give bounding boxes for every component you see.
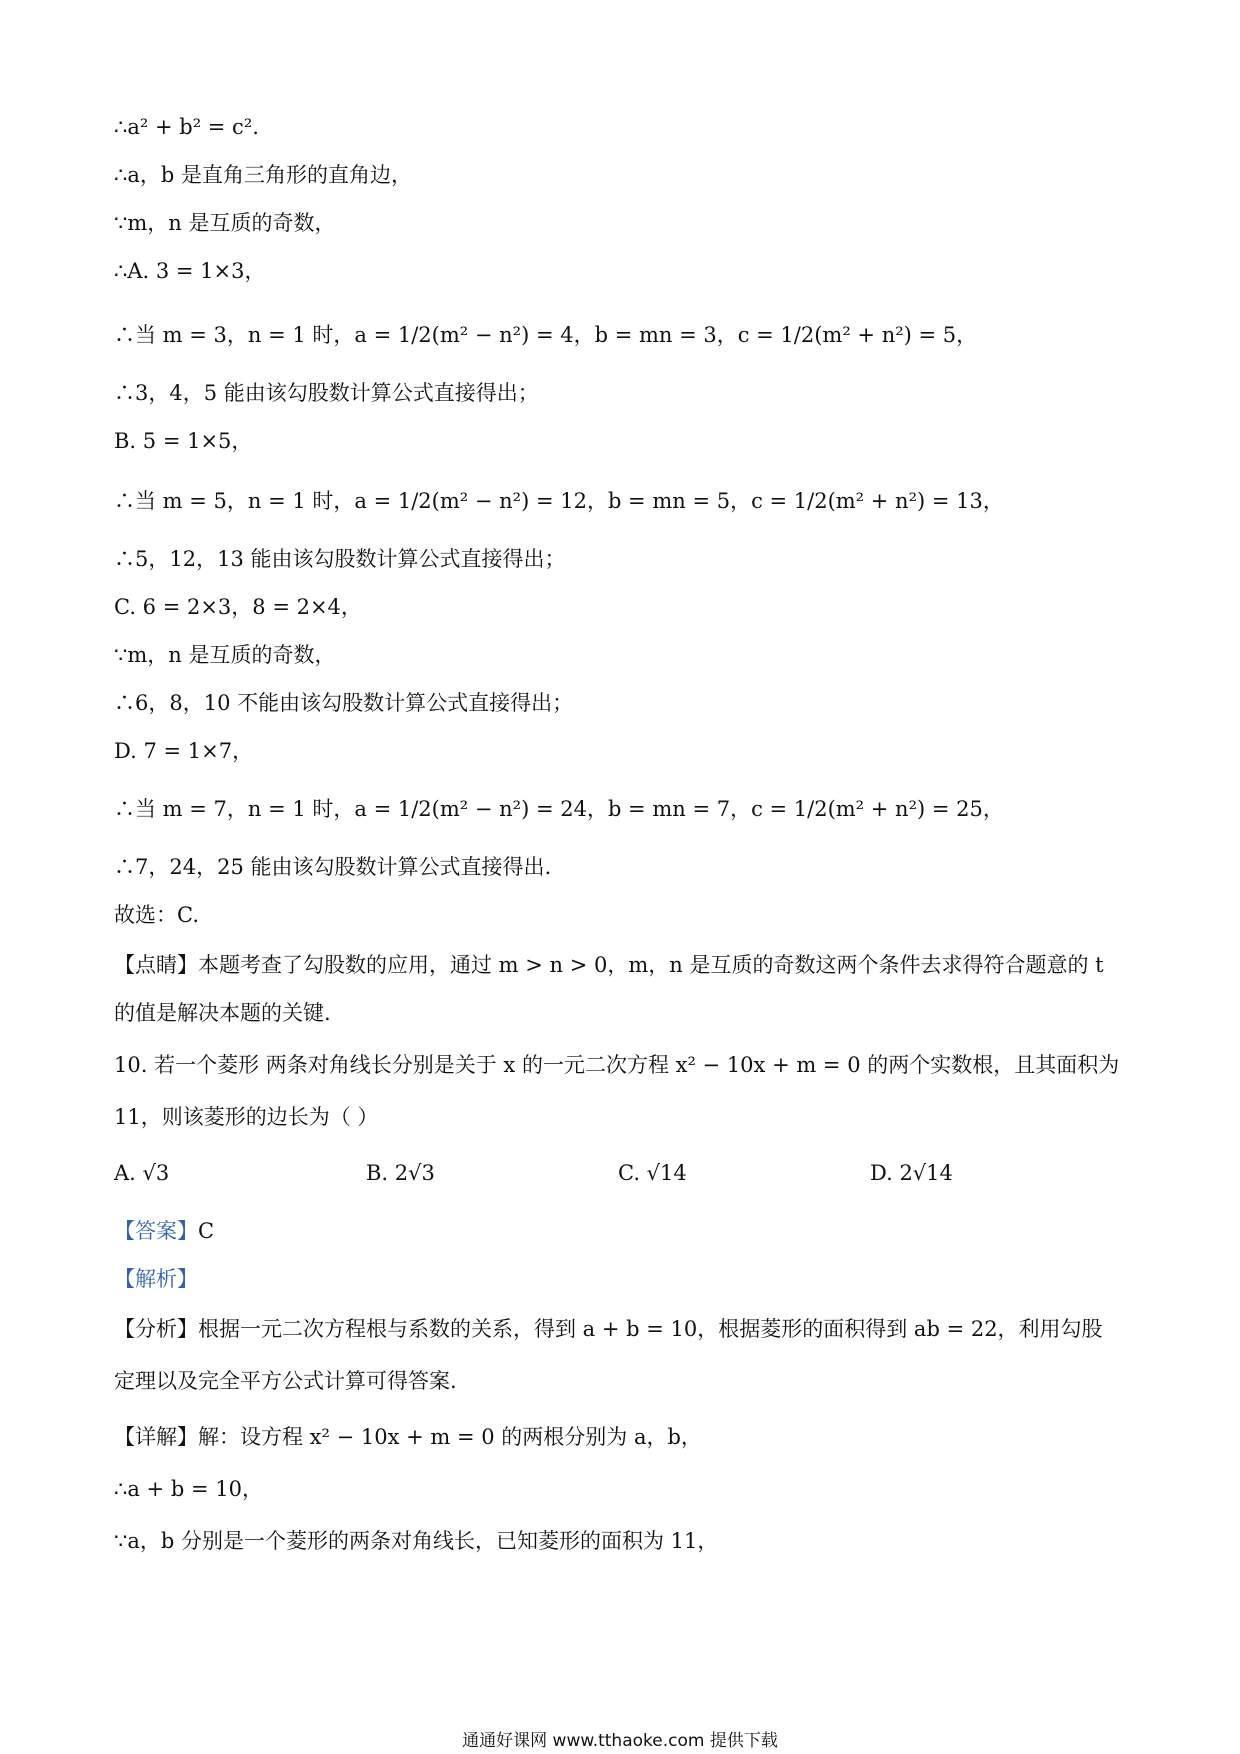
- analysis-text: 根据一元二次方程根与系数的关系，得到 a + b = 10，根据菱形的面积得到 ab = 22，利用勾股: [198, 1317, 1103, 1341]
- detail-line-3: ∵a，b 分别是一个菱形的两条对角线长，已知菱形的面积为 11，: [114, 1529, 719, 1553]
- text-line: ∴5，12，13 能由该勾股数计算公式直接得出；: [114, 547, 566, 571]
- text-line: 故选：C.: [114, 903, 199, 927]
- analysis-heading: 【解析】: [114, 1267, 198, 1291]
- comment-line: [114, 950, 1104, 980]
- detail-line: [114, 1422, 702, 1452]
- question-line-2: 11，则该菱形的边长为（ ）: [114, 1105, 379, 1129]
- answer-label: 【答案】: [114, 1219, 198, 1243]
- answer-value: C: [198, 1219, 215, 1243]
- text-line: ∴A. 3 = 1×3，: [114, 259, 266, 283]
- detail-label: 【详解】: [114, 1425, 198, 1449]
- comment-line-2: 的值是解决本题的关键.: [114, 1001, 331, 1025]
- answer-line: [114, 1216, 214, 1246]
- text-line: ∴a，b 是直角三角形的直角边，: [114, 163, 412, 187]
- text-line: ∴当 m = 7，n = 1 时，a = 1/2(m² − n²) = 24，b = mn = 7，c = 1/2(m² + n²) = 25，: [114, 797, 1004, 821]
- text-line: ∴7，24，25 能由该勾股数计算公式直接得出.: [114, 855, 552, 879]
- text-line: C. 6 = 2×3，8 = 2×4，: [114, 595, 362, 619]
- detail-line-2: ∴a + b = 10，: [114, 1477, 263, 1501]
- option-b: B. 2√3: [366, 1161, 435, 1185]
- text-line: ∴当 m = 3，n = 1 时，a = 1/2(m² − n²) = 4，b = mn = 3，c = 1/2(m² + n²) = 5，: [114, 323, 978, 347]
- comment-label: 【点睛】: [114, 953, 198, 977]
- text-line: ∴6，8，10 不能由该勾股数计算公式直接得出；: [114, 691, 574, 715]
- text-line: D. 7 = 1×7，: [114, 739, 254, 763]
- analysis-line-2: 定理以及完全平方公式计算可得答案.: [114, 1369, 457, 1393]
- option-a: A. √3: [114, 1161, 170, 1185]
- text-line: ∴3，4，5 能由该勾股数计算公式直接得出；: [114, 381, 539, 405]
- analysis-label: 【分析】: [114, 1317, 198, 1341]
- text-line: ∴当 m = 5，n = 1 时，a = 1/2(m² − n²) = 12，b = mn = 5，c = 1/2(m² + n²) = 13，: [114, 489, 1004, 513]
- question-line: 10. 若一个菱形 两条对角线长分别是关于 x 的一元二次方程 x² − 10x + m = 0 的两个实数根，且其面积为: [114, 1053, 1120, 1077]
- text-line: ∵m，n 是互质的奇数，: [114, 211, 336, 235]
- text-line: ∵m，n 是互质的奇数，: [114, 643, 336, 667]
- text-line: ∴a² + b² = c².: [114, 115, 259, 139]
- analysis-line: [114, 1314, 1103, 1344]
- detail-text: 解：设方程 x² − 10x + m = 0 的两根分别为 a，b，: [198, 1425, 702, 1449]
- comment-text: 本题考查了勾股数的应用，通过 m > n > 0，m，n 是互质的奇数这两个条件去求得符合题意的 t: [198, 953, 1104, 977]
- option-d: D. 2√14: [870, 1161, 953, 1185]
- page-footer: 通通好课网 www.tthaoke.com 提供下载: [462, 1731, 778, 1751]
- text-line: B. 5 = 1×5，: [114, 429, 253, 453]
- option-c: C. √14: [618, 1161, 687, 1185]
